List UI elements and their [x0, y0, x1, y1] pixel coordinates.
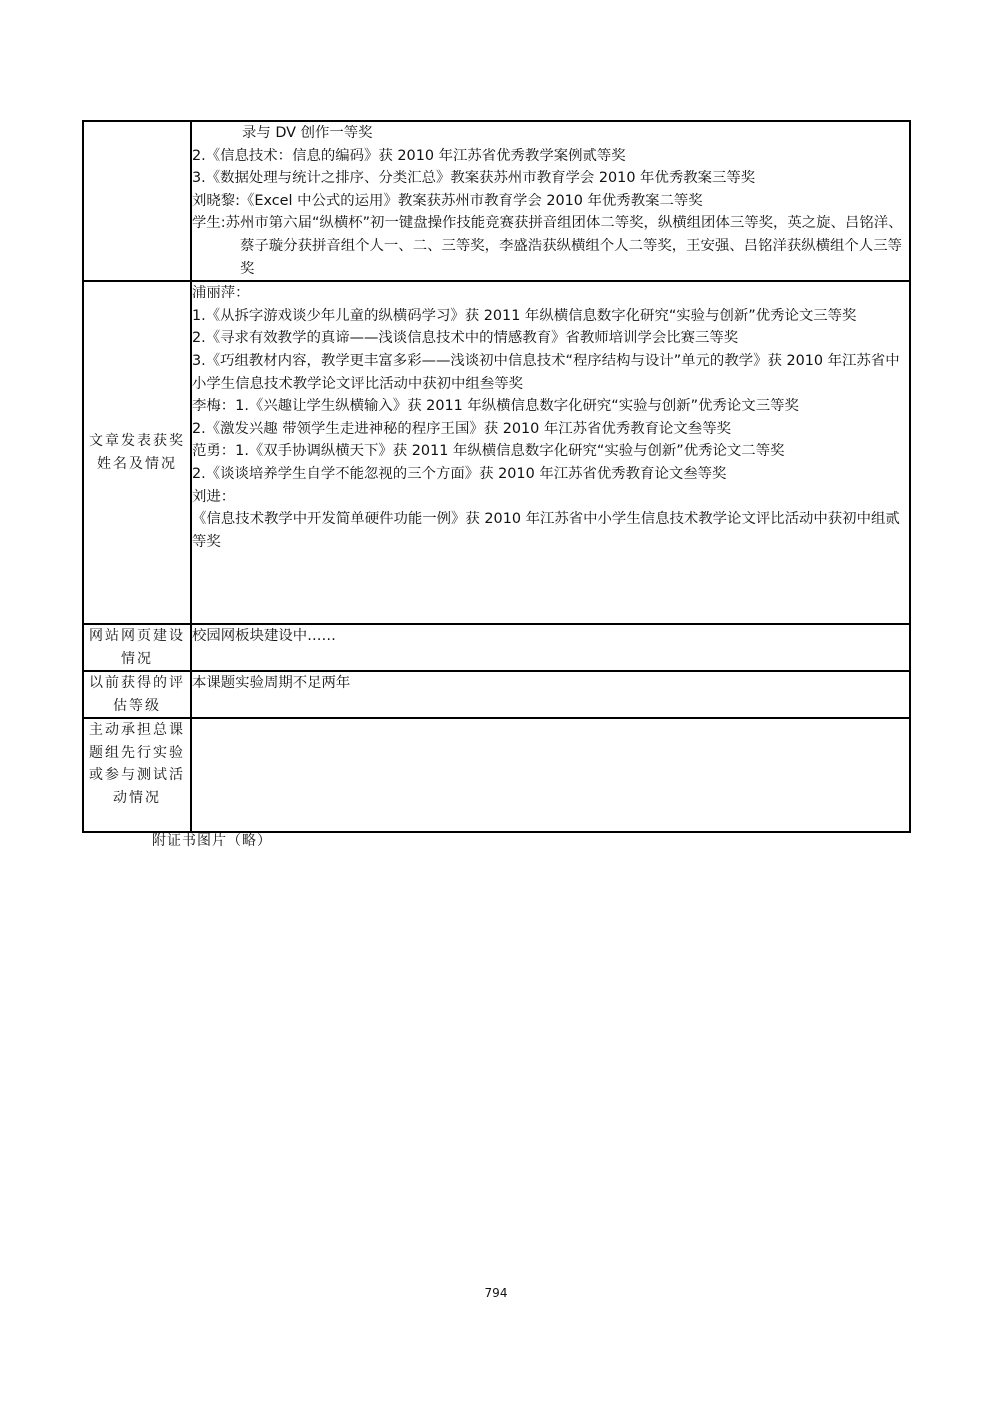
article-line: 浦丽萍：	[192, 285, 250, 302]
article-line: 2.《激发兴趣 带领学生走进神秘的程序王国》获 2010 年江苏省优秀教育论文叁等奖	[192, 420, 731, 437]
article-line: 李梅：1.《兴趣让学生纵横输入》获 2011 年纵横信息数字化研究“实验与创新”优秀论文三等奖	[192, 398, 799, 415]
article-line: 2.《寻求有效教学的真谛——浅谈信息技术中的情感教育》省教师培训学会比赛三等奖	[192, 330, 739, 347]
page-number: 794	[484, 1286, 508, 1300]
experiments-cell	[191, 718, 910, 832]
articles-cell	[191, 281, 910, 624]
article-line: 范勇：1.《双手协调纵横天下》获 2011 年纵横信息数字化研究“实验与创新”优秀论文二等奖	[192, 443, 785, 460]
article-line: 3.《巧组教材内容，教学更丰富多彩——浅谈初中信息技术“程序结构与设计”单元的教学》获 2010 年江苏省中小学生信息技术教学论文评比活动中获初中组叁等奖	[192, 352, 900, 392]
table-row	[83, 671, 910, 718]
row-label-evaluation: 以前获得的评估等级	[83, 671, 191, 718]
award-line: 刘晓黎:《Excel 中公式的运用》教案获苏州市教育学会 2010 年优秀教案二等奖	[192, 192, 703, 209]
footer-note: 附证书图片（略）	[152, 833, 272, 849]
evaluation-cell: 本课题实验周期不足两年	[191, 671, 910, 718]
row-label-articles: 文章发表获奖姓名及情况	[83, 281, 191, 624]
row-label-website: 网站网页建设情况	[83, 624, 191, 671]
row-label-empty	[83, 121, 191, 281]
article-line: 2.《谈谈培养学生自学不能忽视的三个方面》获 2010 年江苏省优秀教育论文叁等奖	[192, 465, 727, 482]
table-row	[83, 624, 910, 671]
student-award-paragraph: 学生:苏州市第六届“纵横杯”初一键盘操作技能竞赛获拼音组团体二等奖，纵横组团体三等奖，英之旋、吕铭洋、蔡子璇分获拼音组个人一、二、三等奖，李盛浩获纵横组个人二等奖，王安强、吕铭洋获纵横组个人三等奖	[192, 215, 903, 277]
table-row	[83, 121, 910, 281]
article-line: 刘进：	[192, 488, 236, 505]
row-label-experiments: 主动承担总课题组先行实验或参与测试活动情况	[83, 718, 191, 832]
table-row	[83, 718, 910, 832]
table-row	[83, 281, 910, 624]
award-line: 3.《数据处理与统计之排序、分类汇总》教案获苏州市教育学会 2010 年优秀教案三等奖	[192, 170, 756, 187]
website-cell: 校园网板块建设中……	[191, 624, 910, 671]
report-table	[82, 120, 911, 833]
award-line: 2.《信息技术：信息的编码》获 2010 年江苏省优秀教学案例贰等奖	[192, 147, 626, 164]
article-line: 《信息技术教学中开发简单硬件功能一例》获 2010 年江苏省中小学生信息技术教学论文评比活动中获初中组贰等奖	[192, 511, 900, 550]
awards-continued-cell	[191, 121, 910, 281]
award-line: 录与 DV 创作一等奖	[242, 125, 373, 141]
article-line: 1.《从拆字游戏谈少年儿童的纵横码学习》获 2011 年纵横信息数字化研究“实验与创新”优秀论文三等奖	[192, 307, 857, 324]
